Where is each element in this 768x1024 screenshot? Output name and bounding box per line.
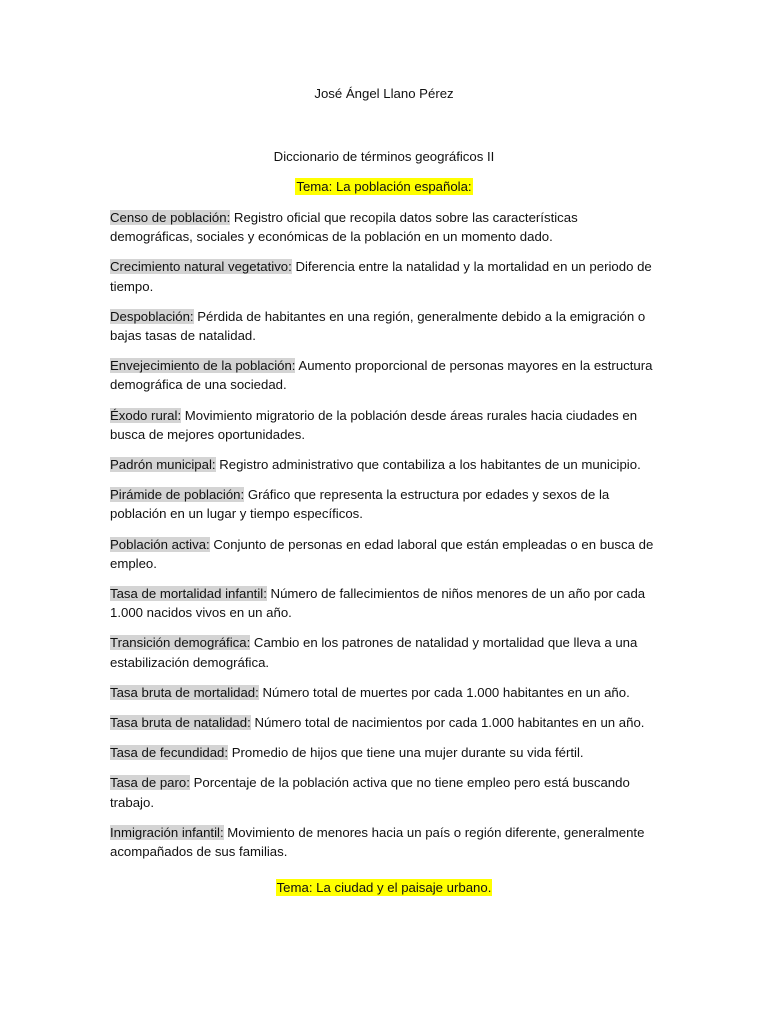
entry-term: Tasa bruta de natalidad: (110, 715, 251, 731)
entry-term: Tasa de mortalidad infantil: (110, 586, 267, 602)
entry-definition: Diferencia entre la natalidad y la mortalidad en un periodo de tiempo. (110, 259, 652, 294)
entry-definition: Gráfico que representa la estructura por edades y sexos de la población en un lugar y tiempo específicos. (110, 487, 610, 522)
topic-label: Tema: La población española: (296, 179, 472, 194)
entry-definition: Registro oficial que recopila datos sobre las características demográficas, sociales y económicas de la población en un momento dado. (110, 210, 578, 245)
entry-definition: Movimiento migratorio de la población desde áreas rurales hacia ciudades en busca de mejores oportunidades. (110, 407, 638, 442)
entry-definition: Porcentaje de la población activa que no tiene empleo pero está buscando trabajo. (110, 775, 630, 810)
entry-definition: Cambio en los patrones de natalidad y mortalidad que lleva a una estabilización demográfica. (110, 635, 638, 670)
glossary-entry (110, 356, 658, 394)
glossary-entry (110, 584, 658, 622)
entry-definition: Pérdida de habitantes en una región, generalmente debido a la emigración o bajas tasas de natalidad. (110, 308, 646, 344)
entry-definition: Número de fallecimientos de niños menores de un año por cada 1.000 nacidos vivos en un año. (110, 586, 646, 621)
entry-term: Crecimiento natural vegetativo: (110, 259, 292, 275)
entry-term: Éxodo rural: (110, 407, 182, 423)
author-name: José Ángel Llano Pérez (314, 86, 454, 101)
topic-label: Tema: La ciudad y el paisaje urbano. (276, 880, 492, 895)
glossary-entry (110, 406, 658, 444)
entry-term: Censo de población: (110, 210, 231, 225)
entry-term: Transición demográfica: (110, 635, 251, 651)
topic-heading-1 (0, 177, 768, 197)
entry-definition: Movimiento de menores hacia un país o región diferente, generalmente acompañados de sus familias. (110, 824, 645, 860)
document-title: Diccionario de términos geográficos II (273, 149, 495, 164)
entry-term: Tasa bruta de mortalidad: (110, 684, 259, 700)
entry-definition: Número total de muertes por cada 1.000 habitantes en un año. (258, 684, 630, 700)
entry-term: Despoblación: (110, 308, 194, 324)
entry-definition: Promedio de hijos que tiene una mujer durante su vida fértil. (228, 745, 584, 761)
glossary-entry (110, 455, 658, 474)
entry-term: Inmigración infantil: (110, 824, 224, 840)
topic-heading-2 (0, 878, 768, 898)
entry-definition: Registro administrativo que contabiliza a los habitantes de un municipio. (215, 457, 641, 473)
entry-term: Tasa de fecundidad: (110, 745, 229, 761)
glossary-entry (110, 683, 658, 702)
entry-term: Pirámide de población: (110, 487, 245, 503)
entry-definition: Aumento proporcional de personas mayores en la estructura demográfica de una sociedad. (110, 358, 653, 393)
glossary-entry (110, 535, 658, 573)
glossary-entry (110, 307, 658, 345)
entry-term: Tasa de paro: (110, 775, 190, 791)
entry-term: Envejecimiento de la población: (110, 358, 296, 374)
entry-term: Población activa: (110, 536, 210, 552)
entry-definition: Conjunto de personas en edad laboral que están empleadas o en busca de empleo. (110, 536, 654, 571)
glossary-entry (110, 713, 658, 732)
entry-definition: Número total de nacimientos por cada 1.000 habitantes en un año. (250, 715, 645, 731)
glossary-entry (110, 773, 658, 811)
glossary-entry (110, 208, 658, 246)
glossary-entry (110, 257, 658, 295)
glossary-entry (110, 485, 658, 523)
glossary-entry (110, 823, 658, 861)
glossary-entries (110, 208, 658, 872)
glossary-entry (110, 633, 658, 671)
glossary-entry (110, 743, 658, 762)
entry-term: Padrón municipal: (110, 457, 216, 473)
